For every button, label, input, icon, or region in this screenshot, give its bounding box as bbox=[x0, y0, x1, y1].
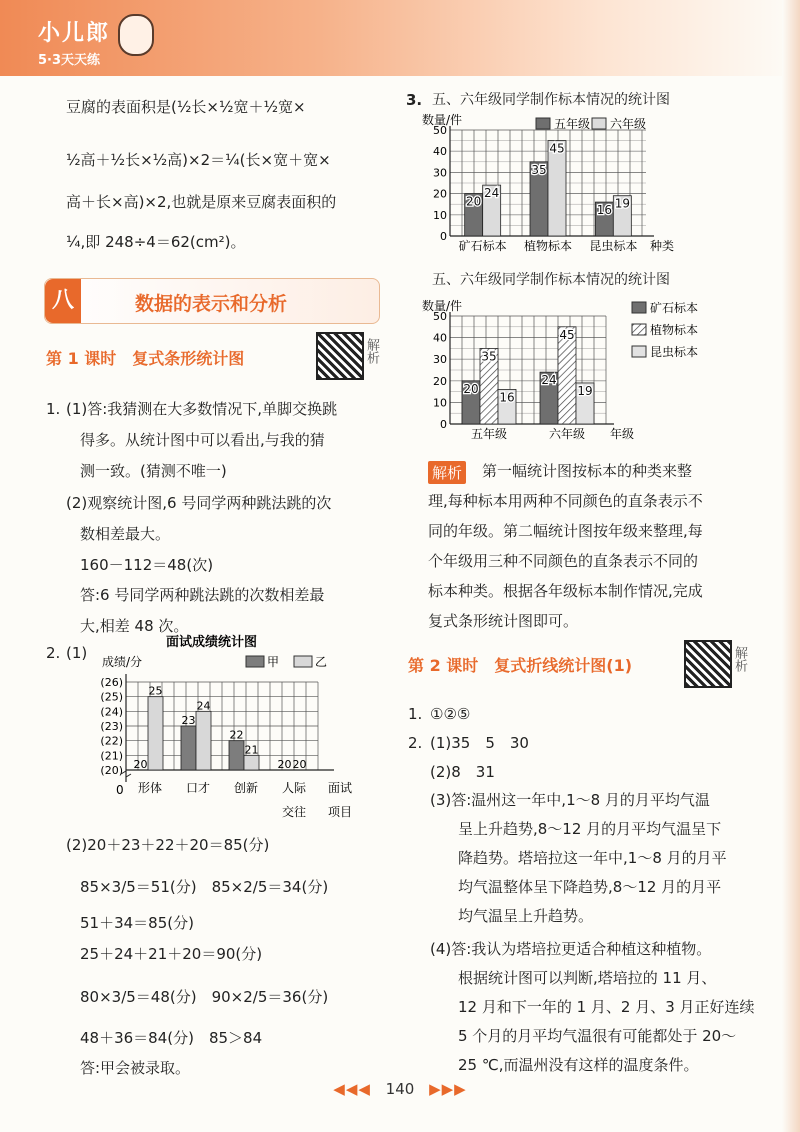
y-tick-label: (23) bbox=[100, 720, 123, 733]
part-label: (1) bbox=[66, 644, 88, 662]
qr-label: 解析 bbox=[364, 338, 379, 364]
bar bbox=[229, 741, 244, 770]
analysis-tag: 解析 bbox=[428, 461, 466, 484]
x-tick-label: 六年级 bbox=[548, 427, 586, 441]
text-line: ¼,即 248÷4＝62(cm²)。 bbox=[66, 233, 246, 251]
text-line: 85×3/5＝51(分) 85×2/5＝34(分) bbox=[80, 878, 329, 896]
question-number: 1. bbox=[46, 400, 61, 418]
text-line: 根据统计图可以判断,塔培拉的 11 月、 bbox=[458, 969, 717, 987]
specimen-by-type-chart bbox=[420, 108, 760, 260]
y-tick-label: 50 bbox=[433, 124, 447, 137]
lesson-title: 第 2 课时 复式折线统计图(1) bbox=[408, 656, 633, 675]
qr-code-icon[interactable] bbox=[316, 332, 364, 380]
header-band bbox=[0, 0, 800, 76]
y-tick-label: 10 bbox=[433, 396, 447, 410]
bar-value-label: 23 bbox=[181, 714, 196, 727]
text-line: 5 个月的月平均气温很有可能都处于 20～ bbox=[458, 1027, 737, 1045]
bar-value-label: 20 bbox=[292, 758, 307, 771]
bar-value-label: 16 bbox=[499, 390, 515, 405]
legend-swatch bbox=[632, 302, 646, 313]
y-tick-label: 20 bbox=[433, 187, 447, 201]
y-tick-label: 30 bbox=[433, 166, 447, 180]
text-line: (2)20＋23＋22＋20＝85(分) bbox=[66, 836, 270, 854]
page-number: 140 bbox=[385, 1080, 415, 1098]
y-tick-label: 40 bbox=[433, 331, 447, 345]
legend-label: 五年级 bbox=[554, 117, 591, 131]
lesson-title: 第 1 课时 复式条形统计图 bbox=[46, 349, 245, 368]
bar-value-label: 45 bbox=[549, 141, 565, 156]
x-axis-label: 种类 bbox=[650, 239, 675, 253]
text-line: 数相差最大。 bbox=[80, 525, 171, 543]
question-number: 2. bbox=[46, 644, 61, 662]
legend-swatch bbox=[632, 346, 646, 357]
text-line: 25＋24＋21＋20＝90(分) bbox=[80, 945, 263, 963]
text-line: 同的年级。第二幅统计图按年级来整理,每 bbox=[428, 522, 703, 540]
x-tick-label: 交往 bbox=[281, 805, 307, 818]
x-tick-label: 人际 bbox=[281, 781, 307, 795]
text-line: 160－112＝48(次) bbox=[80, 556, 214, 574]
bar bbox=[181, 726, 196, 770]
legend-label: 矿石标本 bbox=[650, 301, 699, 315]
bar-value-label: 16 bbox=[596, 203, 612, 218]
text-line: 大,相差 48 次。 bbox=[80, 617, 189, 635]
x-tick-label: 创新 bbox=[233, 781, 259, 795]
y-tick-label: 40 bbox=[433, 145, 447, 159]
x-axis-label: 面试 bbox=[328, 781, 353, 795]
interview-score-chart bbox=[96, 632, 366, 818]
text-line: 测一致。(猜测不唯一) bbox=[80, 462, 227, 480]
text-line: 25 ℃,而温州没有这样的温度条件。 bbox=[458, 1056, 699, 1074]
bar-value-label: 25 bbox=[148, 684, 163, 698]
y-tick-label: 30 bbox=[433, 353, 447, 367]
text-line: 均气温整体呈下降趋势,8～12 月的月平 bbox=[458, 878, 722, 896]
text-line: 12 月和下一年的 1 月、2 月、3 月正好连续 bbox=[458, 998, 755, 1016]
y-tick-label: (21) bbox=[100, 749, 123, 763]
bar-value-label: 45 bbox=[559, 327, 575, 342]
bar-value-label: 35 bbox=[531, 162, 547, 177]
qr-code-icon[interactable] bbox=[684, 640, 732, 688]
chart-title: 五、六年级同学制作标本情况的统计图 bbox=[432, 92, 670, 108]
y-tick-label: 20 bbox=[433, 374, 447, 388]
next-arrows-icon: ▶▶▶ bbox=[429, 1080, 467, 1098]
text-line: 理,每种标本用两种不同颜色的直条表示不 bbox=[428, 492, 703, 510]
question-number: 3. bbox=[406, 91, 423, 109]
x-tick-label: 植物标本 bbox=[523, 239, 573, 253]
section-number: 八 bbox=[45, 279, 81, 323]
bar-value-label: 20 bbox=[277, 758, 292, 771]
legend-label: 植物标本 bbox=[650, 323, 699, 337]
x-axis-label: 年级 bbox=[610, 427, 635, 441]
question-number: 2. bbox=[408, 734, 423, 752]
x-tick-label: 昆虫标本 bbox=[589, 239, 638, 253]
section-title: 数据的表示和分析 bbox=[135, 293, 288, 315]
legend-swatch bbox=[536, 118, 550, 129]
y-tick-label: (26) bbox=[100, 676, 123, 689]
text-line: 得多。从统计图中可以看出,与我的猜 bbox=[80, 431, 325, 449]
legend-swatch bbox=[246, 656, 264, 667]
text-line: 标本种类。根据各年级标本制作情况,完成 bbox=[428, 582, 703, 600]
y-tick-label: (22) bbox=[100, 734, 123, 748]
text-line: ½高＋½长×½高)×2＝¼(长×宽＋宽× bbox=[66, 151, 331, 169]
bar-value-label: 19 bbox=[614, 196, 630, 211]
bar-value-label: 24 bbox=[196, 699, 211, 713]
page-edge bbox=[782, 0, 800, 1132]
bar-value-label: 21 bbox=[244, 743, 259, 757]
text-line: 降趋势。塔培拉这一年中,1～8 月的月平 bbox=[458, 849, 727, 867]
text-line: 复式条形统计图即可。 bbox=[428, 612, 579, 630]
legend-label: 乙 bbox=[315, 655, 328, 669]
y-tick-label: (24) bbox=[100, 705, 123, 719]
bar-value-label: 24 bbox=[541, 373, 557, 388]
legend-label: 六年级 bbox=[610, 117, 647, 131]
text-line: 51＋34＝85(分) bbox=[80, 914, 194, 932]
answer-text: ①②⑤ bbox=[430, 705, 471, 723]
legend-label: 甲 bbox=[267, 655, 280, 669]
text-line: 豆腐的表面积是(½长×½宽＋½宽× bbox=[66, 98, 306, 116]
text-line: 呈上升趋势,8～12 月的月平均气温呈下 bbox=[458, 820, 722, 838]
text-line: (3)答:温州这一年中,1～8 月的月平均气温 bbox=[430, 791, 710, 809]
bar bbox=[244, 755, 259, 770]
text-line: (1)答:我猜测在大多数情况下,单脚交换跳 bbox=[66, 400, 338, 418]
text-line: 高＋长×高)×2,也就是原来豆腐表面积的 bbox=[66, 193, 337, 211]
section-header bbox=[44, 278, 380, 324]
text-line: (2)观察统计图,6 号同学两种跳法跳的次 bbox=[66, 494, 332, 512]
brand-subtitle: 5·3天天练 bbox=[38, 53, 101, 68]
qr-label: 解析 bbox=[732, 646, 747, 672]
y-axis-label: 数量/件 bbox=[422, 299, 463, 313]
mascot-icon bbox=[118, 14, 154, 56]
brand-name: 小儿郎 bbox=[38, 21, 111, 46]
bar-value-label: 20 bbox=[133, 758, 148, 771]
x-tick-label: 形体 bbox=[137, 781, 163, 795]
bar-value-label: 20 bbox=[466, 194, 482, 209]
y-axis-label: 成绩/分 bbox=[102, 655, 143, 669]
specimen-by-grade-chart bbox=[420, 290, 760, 446]
y-tick-label: 50 bbox=[433, 310, 447, 323]
y-tick-label: 0 bbox=[440, 418, 447, 431]
text-line: (1)35 5 30 bbox=[430, 734, 529, 752]
bar-value-label: 22 bbox=[229, 728, 244, 742]
chart-title: 五、六年级同学制作标本情况的统计图 bbox=[432, 272, 670, 288]
text-line: 第一幅统计图按标本的种类来整 bbox=[482, 462, 693, 480]
brand-logo bbox=[38, 16, 110, 68]
legend-swatch bbox=[592, 118, 606, 129]
bar bbox=[196, 711, 211, 770]
y-axis-label: 数量/件 bbox=[422, 113, 463, 127]
text-line: (2)8 31 bbox=[430, 763, 495, 781]
origin-label: 0 bbox=[116, 783, 124, 797]
text-line: 48＋36＝84(分) 85＞84 bbox=[80, 1029, 263, 1047]
text-line: 80×3/5＝48(分) 90×2/5＝36(分) bbox=[80, 988, 329, 1006]
text-line: 均气温呈上升趋势。 bbox=[458, 907, 594, 925]
x-tick-label: 五年级 bbox=[470, 427, 508, 441]
legend-swatch bbox=[632, 324, 646, 335]
legend-label: 昆虫标本 bbox=[650, 345, 699, 359]
text-line: (4)答:我认为塔培拉更适合种植这种植物。 bbox=[430, 940, 712, 958]
bar-value-label: 24 bbox=[484, 186, 500, 201]
legend-swatch bbox=[294, 656, 312, 667]
x-tick-label: 口才 bbox=[185, 781, 211, 795]
y-tick-label: (25) bbox=[100, 690, 123, 704]
text-line: 答:甲会被录取。 bbox=[80, 1059, 191, 1077]
y-tick-label: (20) bbox=[100, 764, 123, 777]
x-axis-label: 项目 bbox=[328, 805, 353, 818]
bar-value-label: 20 bbox=[463, 381, 479, 396]
chart-title: 面试成绩统计图 bbox=[166, 635, 258, 650]
x-tick-label: 矿石标本 bbox=[458, 239, 507, 253]
y-tick-label: 10 bbox=[433, 208, 447, 222]
bar-value-label: 19 bbox=[577, 383, 593, 398]
page-footer bbox=[0, 1080, 800, 1098]
question-number: 1. bbox=[408, 705, 423, 723]
text-line: 个年级用三种不同颜色的直条表示不同的 bbox=[428, 552, 699, 570]
prev-arrows-icon: ◀◀◀ bbox=[333, 1080, 371, 1098]
bar bbox=[148, 697, 163, 770]
text-line: 答:6 号同学两种跳法跳的次数相差最 bbox=[80, 586, 325, 604]
bar-value-label: 35 bbox=[481, 349, 497, 364]
y-tick-label: 0 bbox=[440, 230, 447, 243]
